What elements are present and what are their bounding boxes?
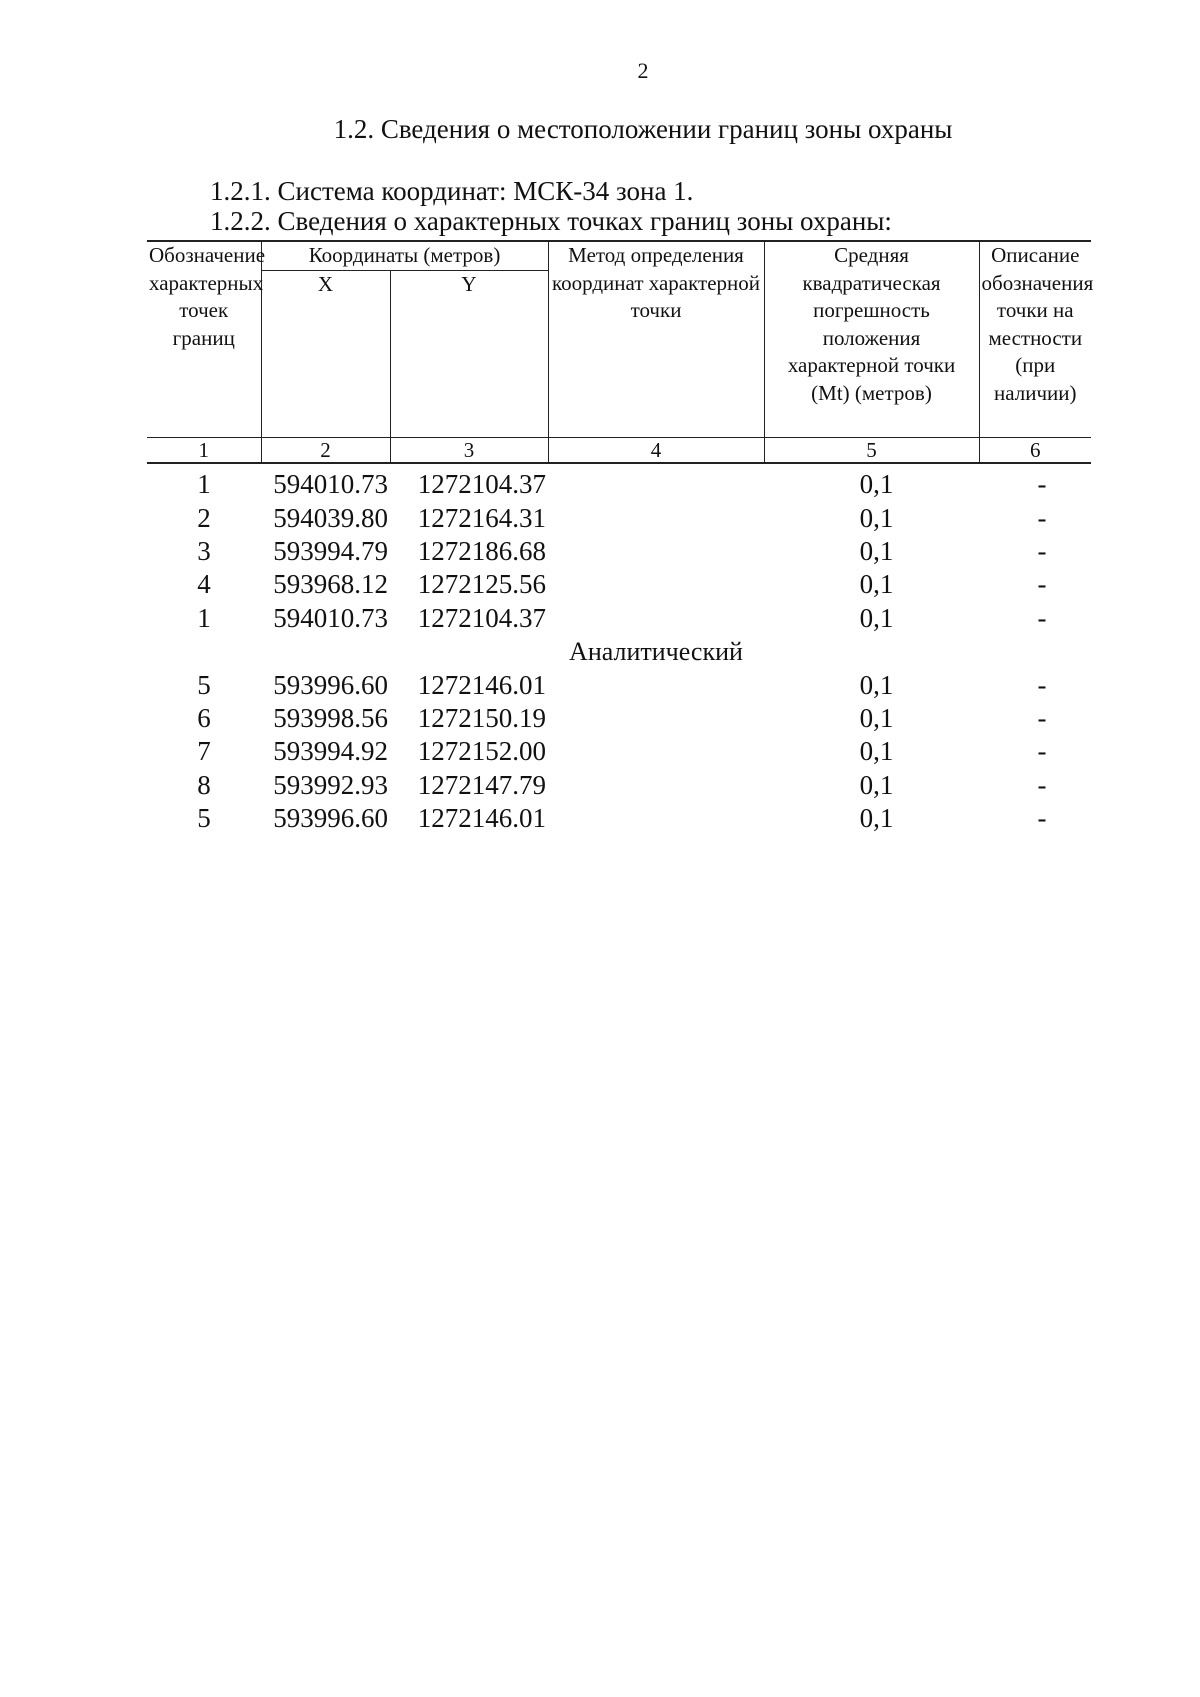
point-id: 5 bbox=[197, 669, 211, 700]
header-x: X bbox=[261, 270, 390, 437]
error-value: 0,1 bbox=[859, 669, 894, 700]
point-id: 7 bbox=[197, 736, 211, 767]
error-value: 0,1 bbox=[859, 535, 894, 566]
table-row bbox=[147, 668, 1091, 701]
column-number: 1 bbox=[147, 437, 261, 463]
error-value: 0,1 bbox=[859, 469, 894, 500]
method-cell bbox=[548, 468, 764, 501]
point-id: 1 bbox=[197, 602, 211, 633]
method-cell bbox=[548, 535, 764, 568]
column-number: 4 bbox=[548, 437, 764, 463]
coord-y: 1272147.79 bbox=[417, 769, 546, 800]
table-row bbox=[147, 802, 1091, 835]
coord-x: 594039.80 bbox=[273, 502, 388, 533]
method-cell bbox=[548, 668, 764, 701]
coord-x: 593994.92 bbox=[273, 736, 388, 767]
coordinates-table bbox=[147, 468, 1091, 835]
coord-y: 1272164.31 bbox=[417, 502, 546, 533]
table-row bbox=[147, 702, 1091, 735]
table-row bbox=[147, 735, 1091, 768]
error-value: 0,1 bbox=[859, 769, 894, 800]
method-cell bbox=[548, 568, 764, 601]
error-value: 0,1 bbox=[859, 736, 894, 767]
coord-x: 593996.60 bbox=[273, 803, 388, 834]
page-number: 2 bbox=[637, 58, 649, 83]
description-value: - bbox=[1037, 769, 1047, 800]
column-number-row bbox=[147, 437, 1091, 463]
point-id: 8 bbox=[197, 769, 211, 800]
table-row bbox=[147, 468, 1091, 501]
description-value: - bbox=[1037, 502, 1047, 533]
point-id: 2 bbox=[197, 502, 211, 533]
table-row bbox=[147, 602, 1091, 635]
description-value: - bbox=[1037, 469, 1047, 500]
column-number: 3 bbox=[390, 437, 548, 463]
method-cell bbox=[548, 602, 764, 635]
error-value: 0,1 bbox=[859, 602, 894, 633]
coord-x: 593996.60 bbox=[273, 669, 388, 700]
coord-y: 1272146.01 bbox=[417, 803, 546, 834]
coord-y: 1272152.00 bbox=[417, 736, 546, 767]
error-value: 0,1 bbox=[859, 502, 894, 533]
coord-x: 593994.79 bbox=[273, 535, 388, 566]
description-value: - bbox=[1037, 736, 1047, 767]
method-cell bbox=[548, 702, 764, 735]
coordinate-system-line: 1.2.1. Система координат: МСК-34 зона 1. bbox=[210, 176, 694, 206]
header-coordinates-group: Координаты (метров) bbox=[261, 241, 548, 270]
header-description: Описание обозначения точки на местности (при наличии) bbox=[979, 241, 1091, 437]
coord-x: 593998.56 bbox=[273, 702, 388, 733]
coord-y: 1272150.19 bbox=[417, 702, 546, 733]
header-error: Средняя квадратическая погрешность положения характерной точки (Мt) (метров) bbox=[764, 241, 979, 437]
error-value: 0,1 bbox=[859, 803, 894, 834]
table-header bbox=[147, 240, 1094, 464]
coord-y: 1272104.37 bbox=[417, 469, 546, 500]
coord-x: 593968.12 bbox=[273, 569, 388, 600]
point-id: 4 bbox=[197, 569, 211, 600]
header-point-designation: Обозначение характерных точек границ bbox=[147, 241, 261, 437]
table-row bbox=[147, 568, 1091, 601]
description-value: - bbox=[1037, 702, 1047, 733]
method-cell bbox=[548, 769, 764, 802]
table-row bbox=[147, 535, 1091, 568]
method-cell bbox=[548, 501, 764, 534]
coord-x: 594010.73 bbox=[273, 469, 388, 500]
method-cell bbox=[548, 735, 764, 768]
coord-y: 1272186.68 bbox=[417, 535, 546, 566]
column-number: 5 bbox=[764, 437, 979, 463]
description-value: - bbox=[1037, 569, 1047, 600]
point-id: 1 bbox=[197, 469, 211, 500]
point-id: 3 bbox=[197, 535, 211, 566]
table-row bbox=[147, 769, 1091, 802]
column-number: 6 bbox=[979, 437, 1091, 463]
column-number: 2 bbox=[261, 437, 390, 463]
section-title: 1.2. Сведения о местоположении границ зоны охраны bbox=[333, 114, 953, 144]
method-cell bbox=[548, 802, 764, 835]
point-id: 5 bbox=[197, 803, 211, 834]
point-id: 6 bbox=[197, 702, 211, 733]
description-value: - bbox=[1037, 535, 1047, 566]
coord-x: 593992.93 bbox=[273, 769, 388, 800]
method-value: Аналитический bbox=[569, 636, 743, 666]
method-row bbox=[147, 635, 1091, 668]
coord-x: 594010.73 bbox=[273, 602, 388, 633]
error-value: 0,1 bbox=[859, 702, 894, 733]
description-value: - bbox=[1037, 669, 1047, 700]
table-row bbox=[147, 501, 1091, 534]
description-value: - bbox=[1037, 602, 1047, 633]
header-method: Метод определения координат характерной точки bbox=[548, 241, 764, 437]
coord-y: 1272146.01 bbox=[417, 669, 546, 700]
description-value: - bbox=[1037, 803, 1047, 834]
points-heading: 1.2.2. Сведения о характерных точках границ зоны охраны: bbox=[210, 206, 892, 236]
header-y: Y bbox=[390, 270, 548, 437]
error-value: 0,1 bbox=[859, 569, 894, 600]
coord-y: 1272125.56 bbox=[417, 569, 546, 600]
coord-y: 1272104.37 bbox=[417, 602, 546, 633]
